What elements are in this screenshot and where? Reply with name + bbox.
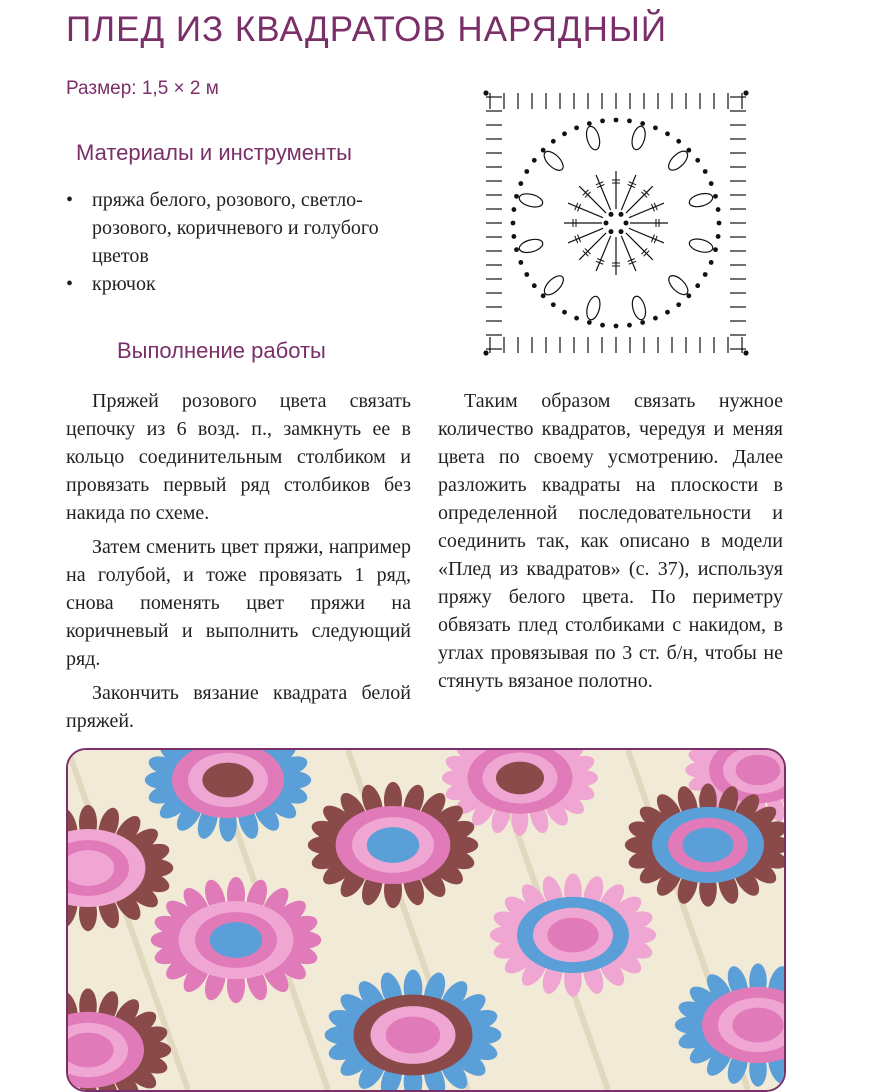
materials-item: • крючок	[66, 270, 426, 298]
materials-item: • пряжа белого, розового, светло-розового, коричневого и голубого цветов	[66, 186, 426, 270]
instructions-left-column	[66, 387, 411, 741]
materials-heading: Материалы и инструменты	[76, 140, 352, 166]
instructions-right-column	[438, 387, 783, 701]
work-heading: Выполнение работы	[117, 338, 326, 364]
blanket-photo	[66, 748, 786, 1092]
crochet-chart-icon	[478, 85, 754, 361]
paragraph: Затем сменить цвет пряжи, например на голубой, и тоже провязать 1 ряд, снова поменять цвет пряжи на коричневый и выполнить следующий ряд.	[66, 533, 411, 673]
materials-list	[66, 186, 426, 298]
paragraph: Пряжей розового цвета связать цепочку из 6 возд. п., замкнуть ее в кольцо соединительным столбиком и провязать первый ряд столбиков без накида по схеме.	[66, 387, 411, 527]
paragraph: Закончить вязание квадрата белой пряжей.	[66, 679, 411, 735]
page-title: ПЛЕД ИЗ КВАДРАТОВ НАРЯДНЫЙ	[66, 10, 667, 50]
size-line: Размер: 1,5 × 2 м	[66, 78, 219, 100]
paragraph: Таким образом связать нужное количество квадратов, чередуя и меняя цвета по своему усмотрению. Далее разложить квадраты на плоскости в определенной последовательности и соединить так, как описано в модели «Плед из квадратов» (с. 37), используя пряжу белого цвета. По периметру обвязать плед столбиками с накидом, в углах провязывая по 3 ст. б/н, чтобы не стянуть вязаное полотно.	[438, 387, 783, 695]
